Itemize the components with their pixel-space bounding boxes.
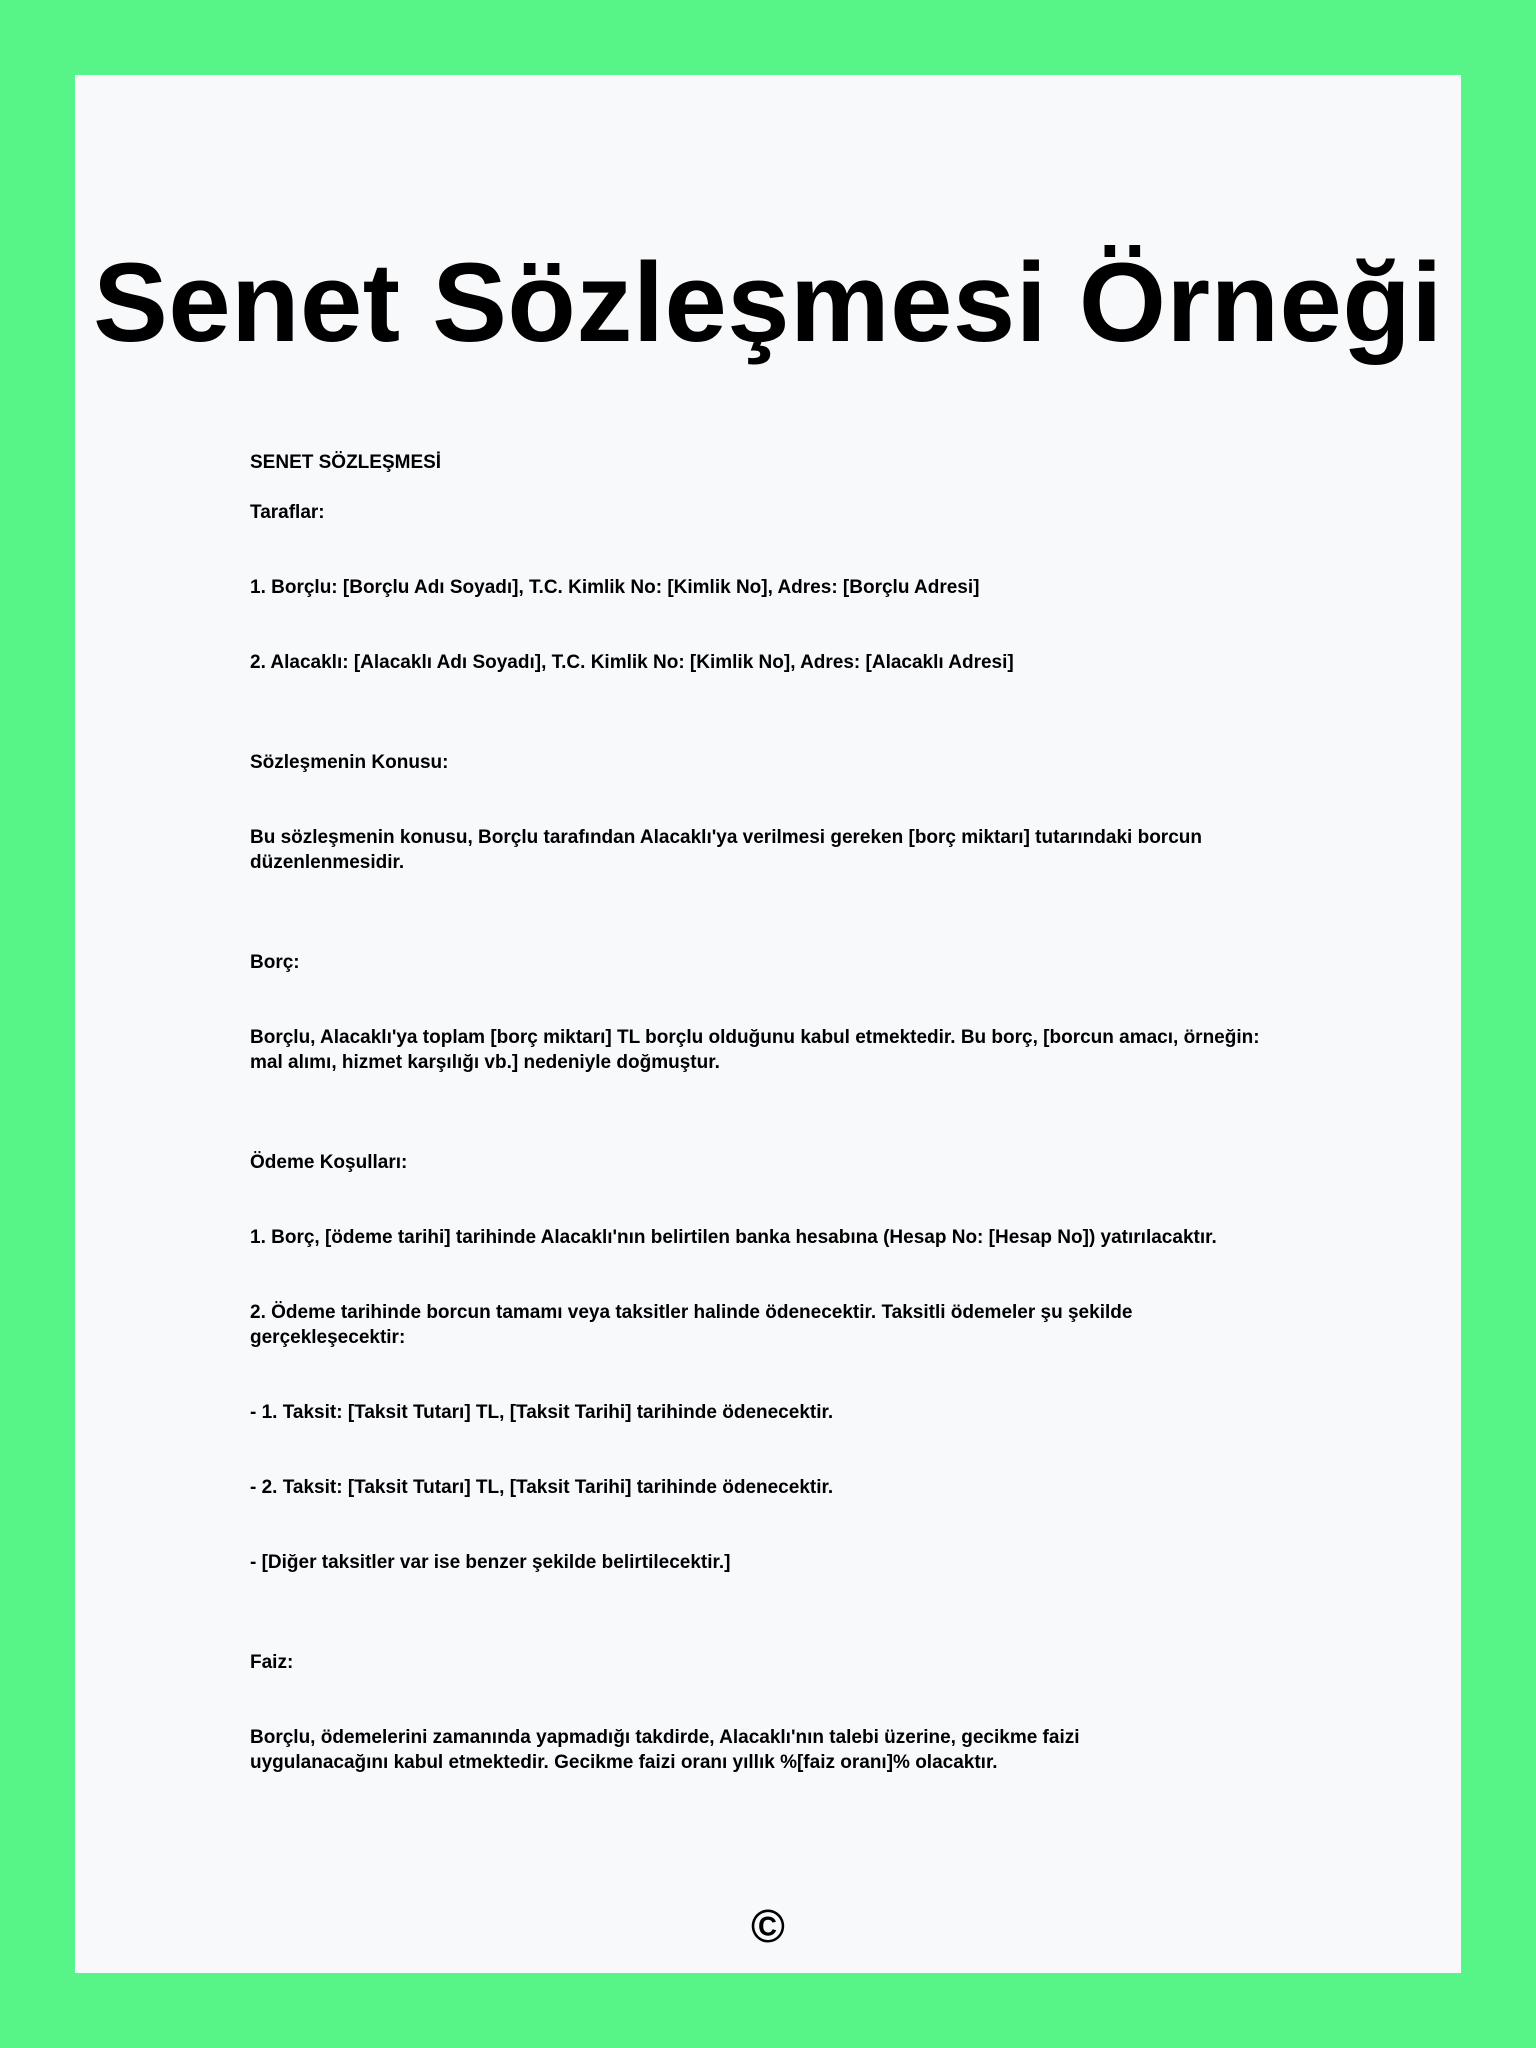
interest-text: Borçlu, ödemelerini zamanında yapmadığı takdirde, Alacaklı'nın talebi üzerine, gecikme faizi uygulanacağını kabul etmektedir. Gecikme faizi oranı yıllık %[faiz oranı]% olacaktır.: [250, 1727, 1080, 1773]
copyright-icon: ©: [751, 1900, 785, 1952]
payment-term-1: 1. Borç, [ödeme tarihi] tarihinde Alacaklı'nın belirtilen banka hesabına (Hesap No: [Hesap No]) yatırılacaktır.: [250, 1227, 1217, 1248]
parties-label: Taraflar:: [250, 502, 325, 523]
payment-term-2: 2. Ödeme tarihinde borcun tamamı veya taksitler halinde ödenecektir. Taksitli ödemeler şu şekilde gerçekleşecektir:: [250, 1302, 1133, 1348]
installment-other: - [Diğer taksitler var ise benzer şekilde belirtilecektir.]: [250, 1552, 731, 1573]
installment-2: - 2. Taksit: [Taksit Tutarı] TL, [Taksit Tarihi] tarihinde ödenecektir.: [250, 1477, 834, 1498]
subject-text: Bu sözleşmenin konusu, Borçlu tarafından Alacaklı'ya verilmesi gereken [borç miktarı] tutarındaki borcun düzenlenmesidir.: [250, 827, 1202, 873]
subject-label: Sözleşmenin Konusu:: [250, 752, 449, 773]
installment-1: - 1. Taksit: [Taksit Tutarı] TL, [Taksit Tarihi] tarihinde ödenecektir.: [250, 1402, 834, 1423]
debt-label: Borç:: [250, 952, 300, 973]
payment-label: Ödeme Koşulları:: [250, 1152, 408, 1173]
contract-heading: SENET SÖZLEŞMESİ: [250, 452, 442, 473]
interest-label: Faiz:: [250, 1652, 294, 1673]
party-debtor: 1. Borçlu: [Borçlu Adı Soyadı], T.C. Kimlik No: [Kimlik No], Adres: [Borçlu Adresi]: [250, 577, 980, 598]
party-creditor: 2. Alacaklı: [Alacaklı Adı Soyadı], T.C. Kimlik No: [Kimlik No], Adres: [Alacaklı Adresi]: [250, 652, 1014, 673]
debt-text: Borçlu, Alacaklı'ya toplam [borç miktarı] TL borçlu olduğunu kabul etmektedir. Bu borç, [borcun amacı, örneğin: mal alımı, hizmet karşılığı vb.] nedeniyle doğmuştur.: [250, 1027, 1260, 1073]
page-title: Senet Sözleşmesi Örneği: [93, 240, 1443, 365]
